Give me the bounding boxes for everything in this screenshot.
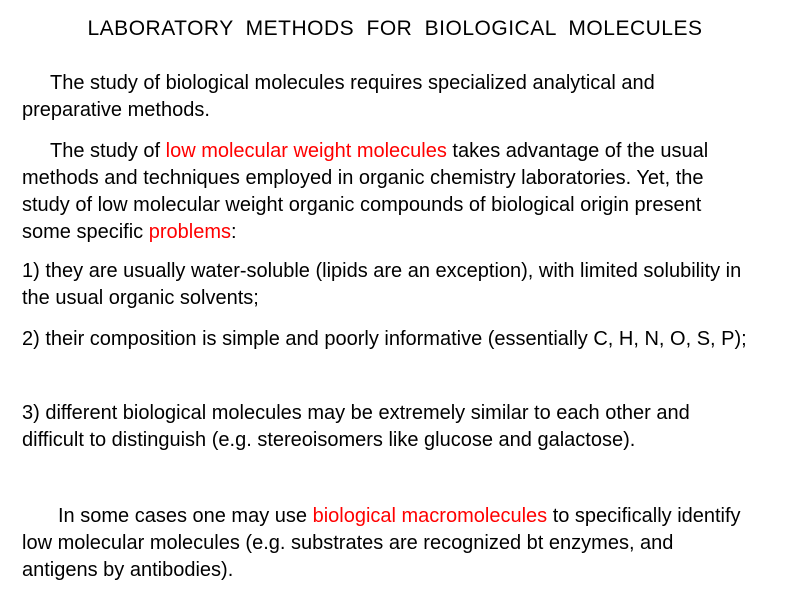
intro-text: The study of biological molecules requires specialized analytical and preparative methods.: [22, 72, 655, 121]
low-mw-post: :: [230, 221, 237, 243]
problem-3: 3) different biological molecules may be extremely similar to each other and difficult to distinguish (e.g. stereoisomers like glucose and galactose).: [22, 402, 690, 451]
macro-highlight: biological macromolecules: [312, 505, 548, 527]
slide-title: LABORATORY METHODS FOR BIOLOGICAL MOLECULES: [87, 17, 703, 40]
macromolecules-paragraph: [22, 503, 752, 584]
macro-pre: In some cases one may use: [58, 505, 313, 527]
macro-post: to specifically identify low molecular molecules (e.g. substrates are recognized bt enzymes, and antigens by antibodies).: [22, 505, 741, 581]
intro-paragraph: [22, 70, 752, 124]
low-mw-pre: The study of: [50, 140, 166, 162]
low-mw-paragraph: [22, 138, 752, 246]
problem-2: 2) their composition is simple and poorly informative (essentially C, H, N, O, S, P);: [22, 328, 747, 350]
problem-1: 1) they are usually water-soluble (lipids are an exception), with limited solubility in the usual organic solvents;: [22, 260, 742, 309]
low-mw-mid: takes advantage of the usual methods and techniques employed in organic chemistry laboratories. Yet, the study of low molecular weight organic compounds of biological origin present some specific: [22, 140, 709, 243]
problems-highlight: problems: [148, 221, 231, 243]
low-mw-highlight: low molecular weight molecules: [165, 140, 447, 162]
